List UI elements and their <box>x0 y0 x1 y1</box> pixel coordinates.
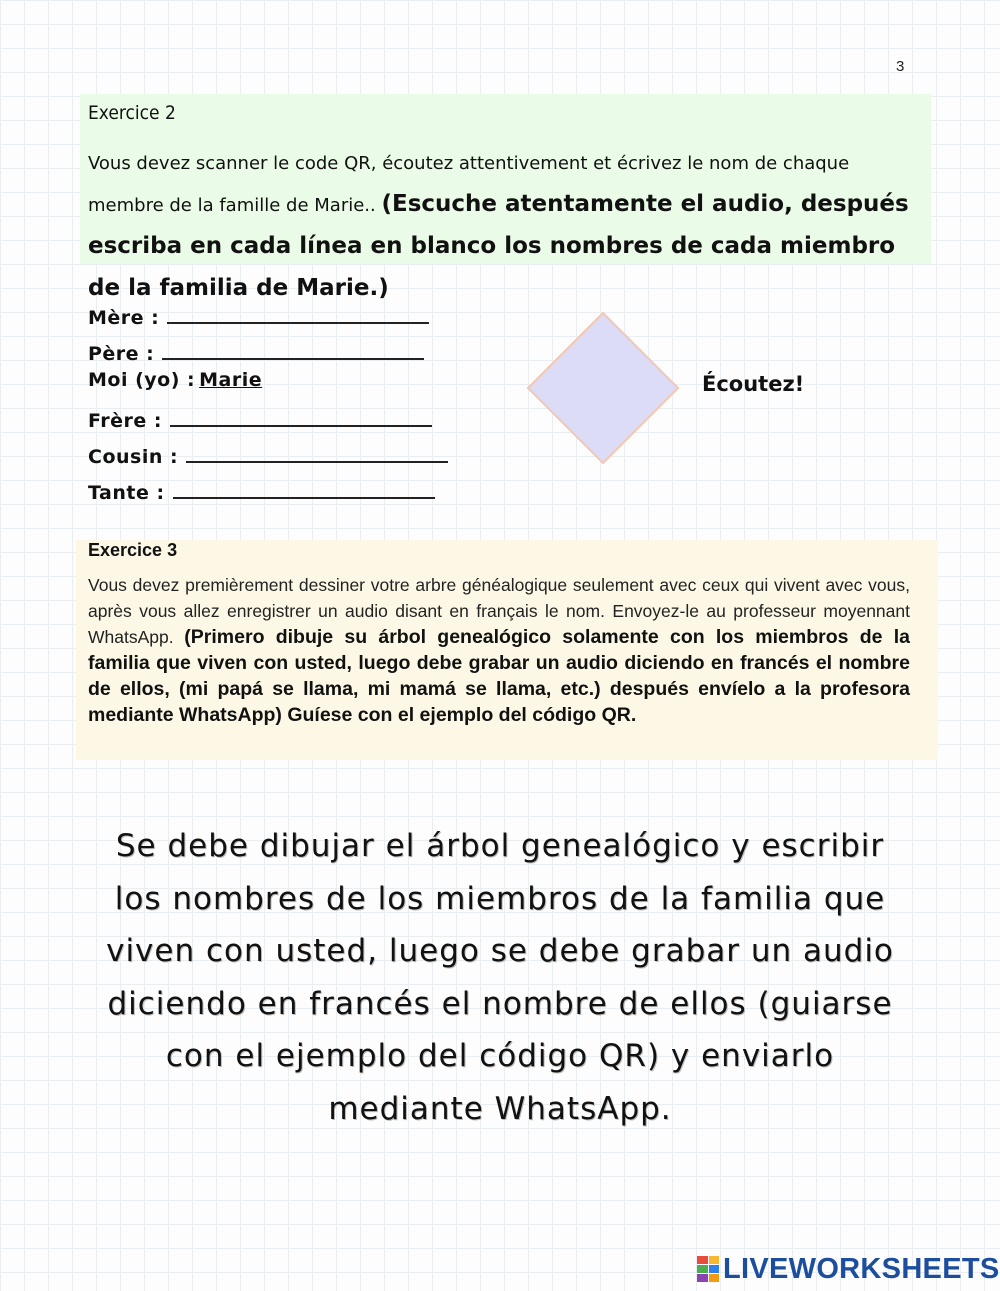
field-cousin <box>88 441 448 468</box>
exercise-3-title: Exercice 3 <box>88 540 178 560</box>
exercise-2-instruction-fr: Vous devez scanner le code QR, écoutez attentivement et écrivez le nom de chaque membre de la famille de Marie.. <box>88 153 850 216</box>
answer-line-frere[interactable] <box>170 405 432 427</box>
listen-label: Écoutez! <box>702 372 805 396</box>
field-frere <box>88 405 432 432</box>
qr-code-placeholder[interactable] <box>527 312 680 465</box>
exercise-2-instructions <box>88 144 923 310</box>
page-number: 3 <box>896 58 905 75</box>
field-label: Père : <box>88 343 155 365</box>
exercise-3-instructions <box>88 572 910 728</box>
liveworksheets-logo <box>697 1251 1000 1287</box>
given-name-marie: Marie <box>199 369 263 391</box>
brand-mark-icon <box>697 1256 719 1282</box>
exercise-2-title: Exercice 2 <box>88 102 176 124</box>
field-tante <box>88 477 435 504</box>
field-moi <box>88 369 262 391</box>
answer-line-pere[interactable] <box>162 338 424 360</box>
field-label: Cousin : <box>88 446 179 468</box>
field-mere <box>88 302 429 329</box>
field-pere <box>88 338 424 365</box>
main-instruction: Se debe dibujar el árbol genealógico y escribir los nombres de los miembros de la familia que viven con usted, luego se debe grabar un audio diciendo en francés el nombre de ellos (guiarse con el ejemplo del código QR) y enviarlo mediante WhatsApp. <box>106 828 894 1127</box>
brand-name: LIVEWORKSHEETS <box>723 1252 1000 1285</box>
exercise-3-instruction-fr: Vous devez premièrement dessiner votre arbre généalogique seulement avec ceux qui vivent avec vous, après vous allez enregistrer un audio disant en français le nom. Envoyez-le au professeur moyennant WhatsApp. <box>88 575 910 647</box>
field-label: Tante : <box>88 482 165 504</box>
exercise-3-instruction-es: (Primero dibuje su árbol genealógico solamente con los miembros de la familia que viven con usted, luego debe grabar un audio diciendo en francés el nombre de ellos, (mi papá se llama, mi mamá se llama, etc.) después envíelo a la profesora mediante WhatsApp) Guíese con el ejemplo del código QR. <box>88 626 910 726</box>
exercise-2-box <box>80 94 931 301</box>
field-label: Mère : <box>88 307 160 329</box>
field-label: Moi (yo) : <box>88 369 196 391</box>
answer-line-tante[interactable] <box>173 477 435 499</box>
field-label: Frère : <box>88 410 162 432</box>
exercise-3-box <box>76 540 938 760</box>
answer-line-mere[interactable] <box>167 302 429 324</box>
answer-line-cousin[interactable] <box>186 441 448 463</box>
exercise-2-instruction-es: (Escuche atentamente el audio, después escriba en cada línea en blanco los nombres de cada miembro de la familia de Marie.) <box>88 191 909 301</box>
